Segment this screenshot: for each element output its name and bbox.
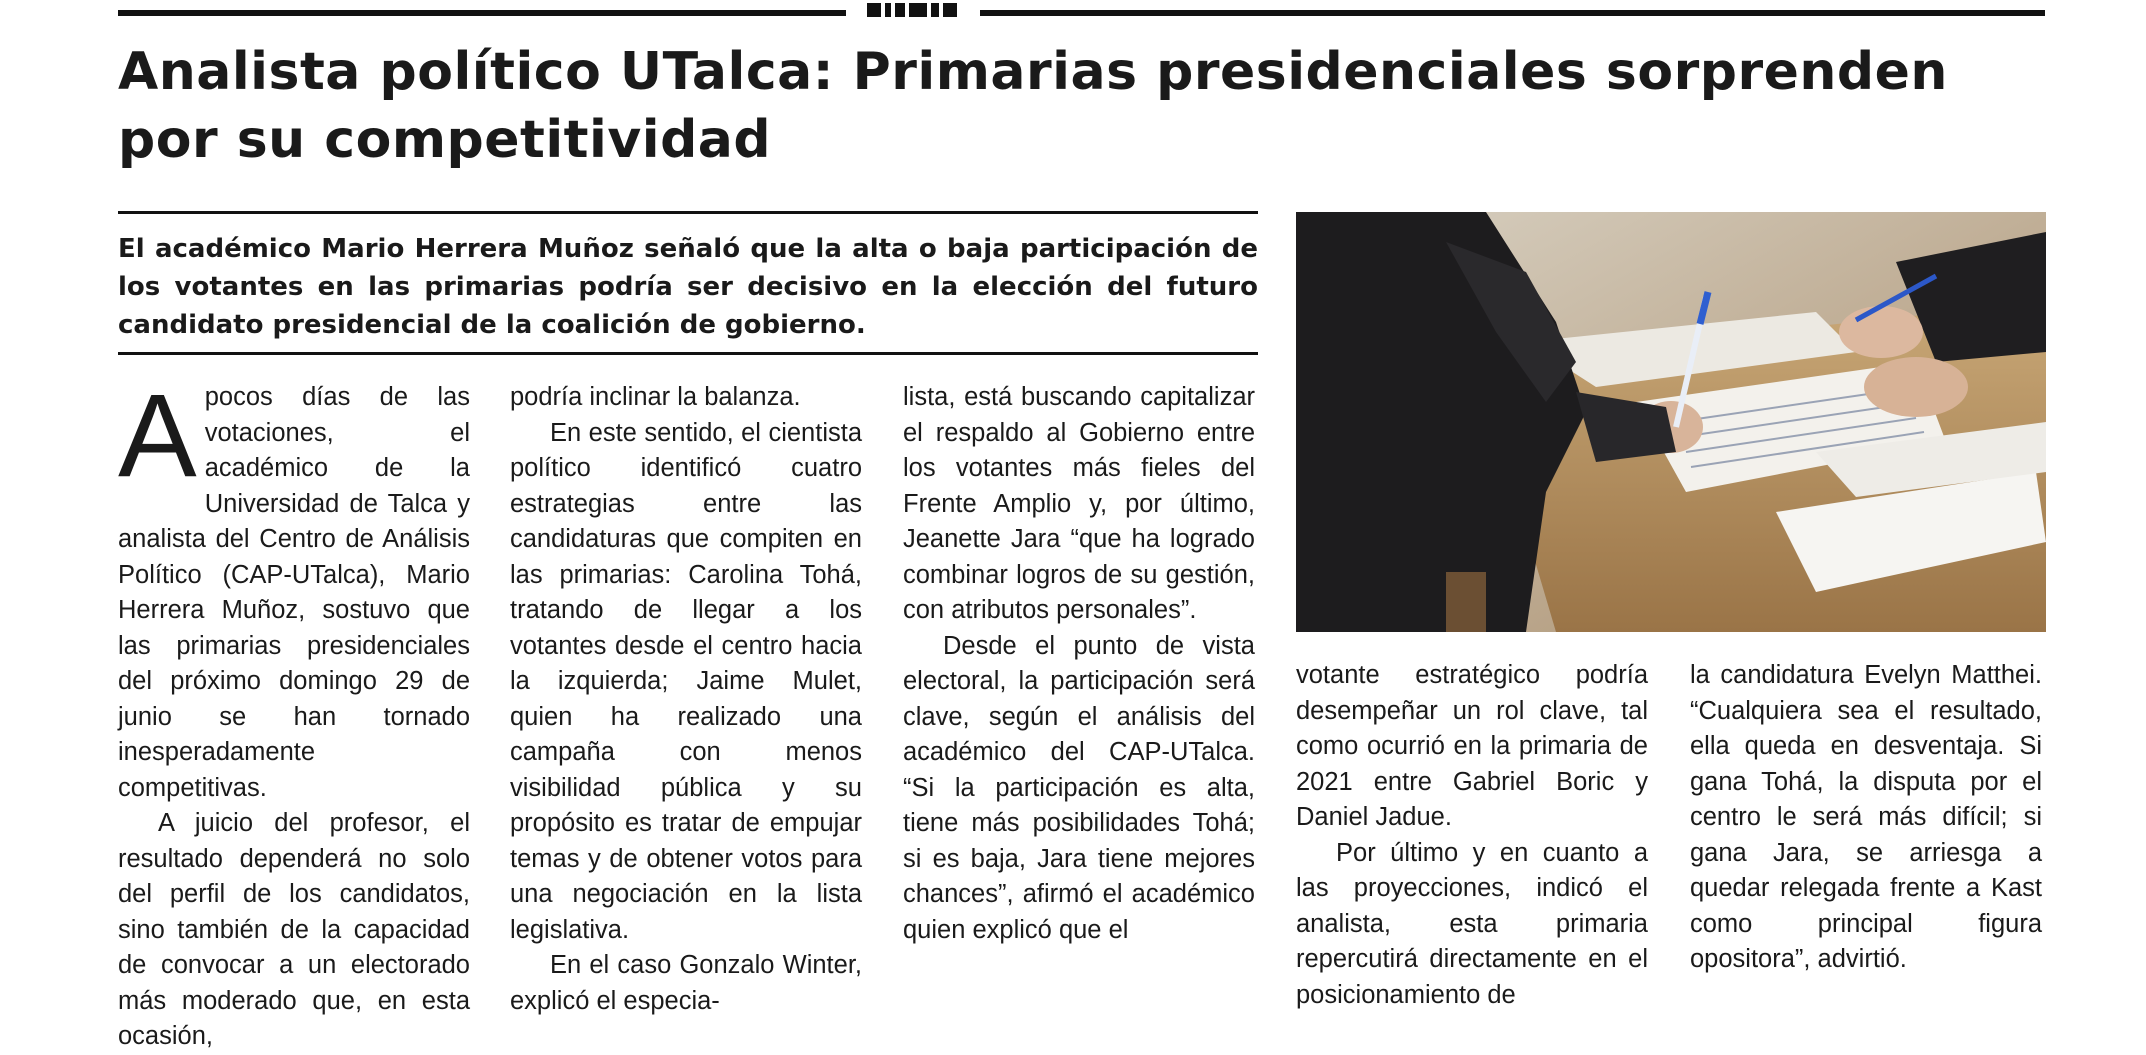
article-column-1 xyxy=(118,370,470,1050)
paragraph: A juicio del profesor, el resultado dependerá no solo del perfil de los candidatos, sino también de la capacidad de convocar a un electorado más moderado que, en esta ocasión, xyxy=(118,809,470,1050)
paragraph: la candidatura Evelyn Matthei. “Cualquiera sea el resultado, ella queda en desventaja. Si gana Tohá, la disputa por el centro le será más difícil; si gana Jara, se arriesga a quedar relegada frente a Kast como principal figura opositora”, advirtió. xyxy=(1690,661,2042,973)
top-rule-left xyxy=(118,10,846,16)
paragraph: Por último y en cuanto a las proyecciones, indicó el analista, esta primaria repercutirá directamente en el posicionamiento de xyxy=(1296,838,1648,1009)
voting-photo xyxy=(1296,212,2046,632)
voting-photo-image xyxy=(1296,212,2046,632)
paragraph-text: pocos días de las votaciones, el académico de la Universidad de Talca y analista del Centro de Análisis Político (CAP-UTalca), Mario Herrera Muñoz, sostuvo que las primarias presidenciales del próximo domingo 29 de junio se han tornado inesperadamente competitivas. xyxy=(118,383,470,802)
top-rule-right xyxy=(980,10,2045,16)
article-lead: El académico Mario Herrera Muñoz señaló que la alta o baja participación de los votantes en las primarias podría ser decisivo en la elección del futuro candidato presidencial de la coalición de gobierno. xyxy=(118,234,1258,340)
drop-cap: A xyxy=(118,370,197,502)
lead-rule-bottom xyxy=(118,352,1258,355)
paragraph: lista, está buscando capitalizar el respaldo al Gobierno entre los votantes más fieles del Frente Amplio y, por último, Jeanette Jara “que ha logrado combinar logros de su gestión, con atributos personales”. xyxy=(903,383,1255,624)
article-column-5 xyxy=(1690,658,2042,1018)
article-column-2 xyxy=(510,380,862,1018)
paragraph xyxy=(118,370,470,806)
paragraph: votante estratégico podría desempeñar un rol clave, tal como ocurrió en la primaria de 2021 entre Gabriel Boric y Daniel Jadue. xyxy=(1296,661,1648,831)
article-column-3 xyxy=(903,380,1255,1018)
article-headline: Analista político UTalca: Primarias presidenciales sorprenden por su competitividad xyxy=(118,42,1948,170)
paragraph: En este sentido, el cientista político identificó cuatro estrategias entre las candidaturas que compiten en las primarias: Carolina Tohá, tratando de llegar a los votantes desde el centro hacia la izquierda; Jaime Mulet, quien ha realizado una campaña con menos visibilidad pública y su propósito es tratar de empujar temas y de obtener votos para una negociación en la lista legislativa. xyxy=(510,418,862,944)
lead-rule-top xyxy=(118,211,1258,214)
paragraph: Desde el punto de vista electoral, la participación será clave, según el análisis del académico del CAP-UTalca. “Si la participación es alta, tiene más posibilidades Tohá; si es baja, Jara tiene mejores chances”, afirmó el académico quien explicó que el xyxy=(903,631,1255,944)
masthead-logo xyxy=(856,0,968,20)
paragraph: podría inclinar la balanza. xyxy=(510,383,801,411)
article-column-4 xyxy=(1296,658,1648,1018)
paragraph: En el caso Gonzalo Winter, explicó el especia- xyxy=(510,951,862,1015)
